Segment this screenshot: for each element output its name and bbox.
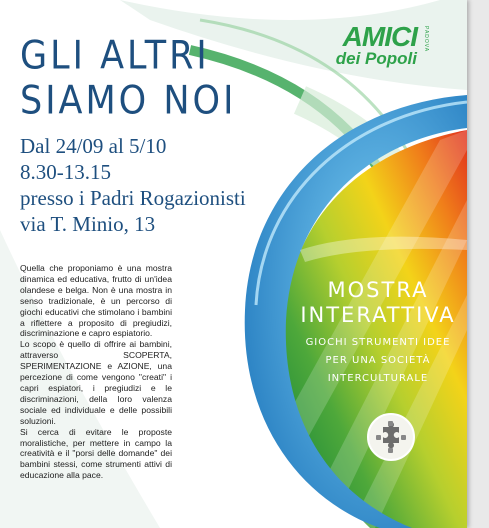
puzzle-globe-icon <box>367 413 415 461</box>
event-place: presso i Padri Rogazionisti <box>20 186 246 210</box>
exhibit-line-3: GIOCHI STRUMENTI IDEE <box>305 337 451 348</box>
logo-main-text: AMICI <box>342 21 417 52</box>
exhibit-block <box>283 278 467 388</box>
event-info <box>20 133 246 237</box>
exhibit-line-5: INTERCULTURALE <box>327 373 429 384</box>
title-line-2: SIAMO NOI <box>20 78 237 124</box>
exhibit-line-2: INTERATTIVA <box>300 303 456 327</box>
description-paragraph-2: Lo scopo è quello di offrire ai bambini, attraverso SCOPERTA, SPERIMENTAZIONE e AZIONE, una percezione di come vengono "creati" i capri espiatori, i pregiudizi e le discriminazioni, della loro valenza sociale ed individuale e delle possibili soluzioni. <box>20 339 172 426</box>
description-paragraph-1: Quella che proponiamo è una mostra dinamica ed educativa, frutto di un'idea olandese e belga. Non è una mostra in senso tradizionale, è un percorso di giochi educativi che stimolano i bambini a riflettere a proposito di pregiudizi, discriminazione e capro espiatorio. <box>20 263 172 339</box>
poster-title <box>20 34 236 124</box>
logo-sub-text: dei Popoli <box>335 49 417 68</box>
exhibit-line-1: MOSTRA <box>327 278 429 302</box>
logo-side-text: PADOVA <box>423 26 429 53</box>
event-dates: Dal 24/09 al 5/10 <box>20 134 167 158</box>
description-paragraph-3: Si cerca di evitare le proposte moralistiche, per mettere in campo la creatività e il "porsi delle domande" dei bambini stessi, come strumenti attivi di educazione alla pace. <box>20 426 172 481</box>
exhibit-line-4: PER UNA SOCIETÀ <box>325 355 431 366</box>
amici-dei-popoli-logo <box>335 21 429 68</box>
event-hours: 8.30-13.15 <box>20 160 111 184</box>
title-line-1: GLI ALTRI <box>20 34 210 79</box>
description-text <box>20 263 172 481</box>
event-address: via T. Minio, 13 <box>20 212 156 236</box>
